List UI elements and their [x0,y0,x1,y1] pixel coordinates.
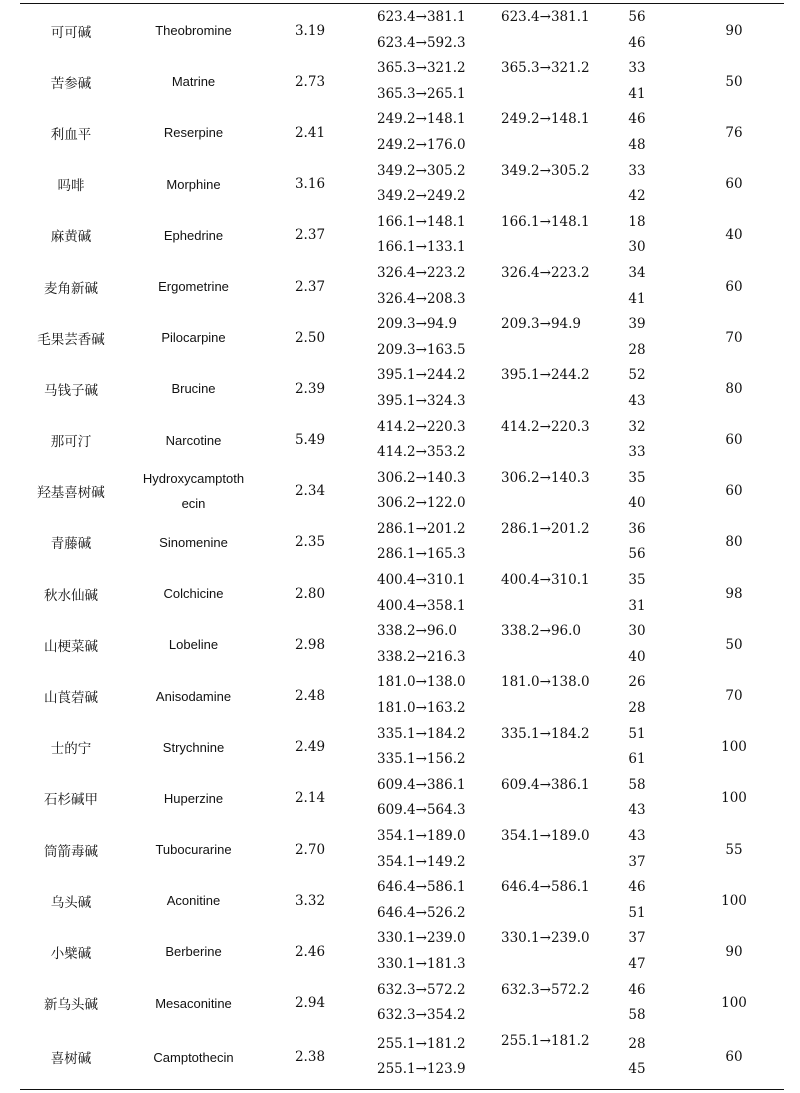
fragmentor-voltage: 76 [725,124,743,141]
retention-time: 3.19 [294,22,326,39]
compound-name-cn: 筒箭毒碱 [44,843,98,860]
compound-name-en-cell [122,773,265,824]
ion-pair: 400.4→358.1 [377,597,466,614]
quant-ion-cell [477,466,590,517]
collision-energy: 51 [628,725,646,742]
collision-energy-cell [590,517,684,568]
collision-energy: 37 [628,853,646,870]
collision-energy: 61 [628,751,646,768]
collision-energy-cell [590,926,684,977]
quant-ion-cell [477,978,590,1029]
compound-name-cn: 青藤碱 [50,536,92,553]
quant-ion-cell [477,670,590,721]
collision-energy: 40 [628,495,646,512]
quant-ion-pair: 349.2→305.2 [501,162,590,179]
compound-name-cn: 利血平 [50,126,92,143]
ion-pair: 249.2→148.1 [377,111,466,128]
ion-pair: 365.3→265.1 [377,85,466,102]
quant-ion-pair: 181.0→138.0 [501,674,590,691]
compound-name-cn: 新乌头碱 [44,997,98,1014]
quant-ion-cell [477,56,590,107]
collision-energy: 58 [628,1007,646,1024]
ion-pair: 286.1→201.2 [377,520,466,537]
fragmentor-voltage: 60 [725,278,743,295]
ion-pair: 623.4→592.3 [377,34,466,51]
compound-name-en-cell [122,517,265,568]
quant-ion-cell [477,568,590,619]
ion-pair: 646.4→526.2 [377,904,466,921]
compound-name-cn: 喜树碱 [50,1051,92,1068]
ion-pair-cell [355,56,477,107]
ion-pair: 306.2→140.3 [377,469,466,486]
compound-name-en: Huperzine [163,790,224,806]
collision-energy-cell [590,1029,684,1086]
collision-energy: 42 [628,188,646,205]
quant-ion-cell [477,312,590,363]
compound-name-en: Aconitine [166,893,221,909]
ion-pair: 395.1→324.3 [377,392,466,409]
quant-ion-cell [477,517,590,568]
collision-energy: 58 [628,776,646,793]
retention-time: 2.37 [294,278,326,295]
collision-energy-cell [590,875,684,926]
compound-name-en-cell [122,312,265,363]
retention-time: 2.94 [294,995,326,1012]
compound-name-en: Brucine [171,381,216,397]
table-row [20,824,784,875]
collision-energy: 18 [628,213,646,230]
collision-energy: 48 [628,136,646,153]
quant-ion-pair: 354.1→189.0 [501,828,590,844]
compound-name-en-cell [122,159,265,210]
table-row [20,466,784,517]
collision-energy: 30 [628,239,646,256]
collision-energy: 32 [628,418,646,435]
quant-ion-cell [477,415,590,466]
ion-pair-cell [355,261,477,312]
table-row [20,568,784,619]
ion-pair-cell [355,824,477,875]
quant-ion-pair: 335.1→184.2 [501,725,590,742]
compound-name-cn: 那可汀 [50,434,92,451]
ion-pair: 181.0→138.0 [377,674,466,691]
compound-name-cn: 麻黄碱 [50,229,92,246]
collision-energy: 51 [628,904,646,921]
compound-name-cn: 山莨菪碱 [44,690,98,707]
compound-name-cn: 秋水仙碱 [44,587,98,604]
ion-pair-cell [355,568,477,619]
collision-energy: 47 [628,955,646,972]
compound-name-en: Pilocarpine [161,330,226,346]
ion-pair: 249.2→176.0 [377,136,466,153]
collision-energy-cell [590,670,684,721]
quant-ion-pair: 209.3→94.9 [501,316,582,333]
fragmentor-voltage: 60 [725,432,743,449]
quant-ion-pair: 400.4→310.1 [501,572,590,589]
ion-pair: 335.1→184.2 [377,725,466,742]
retention-time: 2.98 [294,636,326,653]
quant-ion-cell [477,926,590,977]
collision-energy: 35 [628,469,646,486]
table-row [20,261,784,312]
compound-name-en-cell [122,670,265,721]
compound-name-en: Ergometrine [158,279,229,295]
ion-pair-cell [355,670,477,721]
fragmentor-voltage: 60 [725,1049,743,1066]
fragmentor-voltage: 70 [725,688,743,705]
fragmentor-voltage: 70 [725,329,743,346]
quant-ion-cell [477,363,590,414]
table-row [20,978,784,1029]
ion-pair: 354.1→149.2 [377,853,466,870]
collision-energy: 41 [628,85,646,102]
compound-name-en: Morphine [166,176,221,192]
quant-ion-cell [477,107,590,158]
ion-pair: 255.1→181.2 [377,1035,466,1052]
collision-energy-cell [590,5,684,56]
ion-pair-cell [355,722,477,773]
collision-energy-cell [590,56,684,107]
fragmentor-voltage: 40 [725,227,743,244]
collision-energy: 56 [628,546,646,563]
ion-pair: 209.3→163.5 [377,341,466,358]
retention-time: 2.35 [294,534,326,551]
compound-name-en: Colchicine [163,586,224,602]
collision-energy: 43 [628,392,646,409]
ion-pair: 330.1→181.3 [377,955,466,972]
ion-pair: 306.2→122.0 [377,495,466,512]
fragmentor-voltage: 100 [721,995,747,1012]
compound-name-cn: 石杉碱甲 [44,792,98,809]
collision-energy-cell [590,159,684,210]
collision-energy: 46 [628,879,646,896]
compound-name-en-cell [122,107,265,158]
compound-name-cn: 羟基喜树碱 [37,485,105,502]
quant-ion-pair: 338.2→96.0 [501,623,582,640]
ion-pair: 414.2→353.2 [377,444,466,461]
quant-ion-pair: 166.1→148.1 [501,213,590,230]
quant-ion-cell [477,619,590,670]
ion-pair: 338.2→216.3 [377,648,466,665]
collision-energy-cell [590,568,684,619]
fragmentor-voltage: 55 [725,841,743,858]
compound-name-cn: 山梗菜碱 [44,638,98,655]
ion-pair-cell [355,875,477,926]
collision-energy: 26 [628,674,646,691]
retention-time: 2.48 [294,688,326,705]
fragmentor-voltage: 100 [721,892,747,909]
quant-ion-pair: 249.2→148.1 [501,111,590,128]
compound-parameters-table [20,5,784,1086]
ion-pair: 365.3→321.2 [377,60,466,77]
collision-energy: 37 [628,930,646,947]
ion-pair-cell [355,312,477,363]
retention-time: 2.70 [294,841,326,858]
retention-time: 5.49 [294,432,326,449]
ion-pair: 209.3→94.9 [377,316,458,333]
collision-energy: 40 [628,648,646,665]
compound-name-en-cell [122,56,265,107]
quant-ion-pair: 255.1→181.2 [501,1032,590,1049]
fragmentor-voltage: 50 [725,636,743,653]
ion-pair: 400.4→310.1 [377,572,466,589]
collision-energy: 31 [628,597,646,614]
collision-energy-cell [590,363,684,414]
ion-pair: 338.2→96.0 [377,623,458,640]
ion-pair-cell [355,415,477,466]
compound-name-cn: 乌头碱 [50,894,92,911]
compound-name-en-cell [122,875,265,926]
quant-ion-pair: 623.4→381.1 [501,9,590,25]
compound-name-en-cell [122,978,265,1029]
ion-pair: 166.1→133.1 [377,239,466,256]
ion-pair-cell [355,517,477,568]
fragmentor-voltage: 90 [725,22,743,39]
compound-name-en: Reserpine [163,125,224,141]
ion-pair-cell [355,159,477,210]
ion-pair: 326.4→208.3 [377,290,466,307]
quant-ion-pair: 365.3→321.2 [501,60,590,77]
quant-ion-cell [477,824,590,875]
table-row [20,107,784,158]
collision-energy-cell [590,210,684,261]
collision-energy-cell [590,466,684,517]
collision-energy-cell [590,824,684,875]
retention-time: 2.80 [294,585,326,602]
collision-energy-cell [590,722,684,773]
ion-pair: 326.4→223.2 [377,264,466,281]
ion-pair: 414.2→220.3 [377,418,466,435]
collision-energy: 28 [628,341,646,358]
quant-ion-pair: 306.2→140.3 [501,469,590,486]
compound-name-cn: 吗啡 [57,178,85,195]
collision-energy: 46 [628,34,646,51]
retention-time: 2.50 [294,329,326,346]
ion-pair-cell [355,773,477,824]
ion-pair: 395.1→244.2 [377,367,466,384]
compound-name-cn: 麦角新碱 [44,280,98,297]
compound-name-en-cell [122,568,265,619]
ion-pair-cell [355,363,477,414]
retention-time: 2.14 [294,790,326,807]
compound-name-en-cell [122,415,265,466]
collision-energy: 39 [628,316,646,333]
quant-ion-cell [477,5,590,56]
table-row [20,312,784,363]
retention-time: 2.39 [294,380,326,397]
table-row [20,619,784,670]
ion-pair-cell [355,1029,477,1086]
ion-pair-cell [355,619,477,670]
collision-energy: 46 [628,981,646,998]
compound-name-en: Berberine [165,944,222,960]
compound-name-cn: 士的宁 [50,741,92,758]
compound-name-cn: 马钱子碱 [44,382,98,399]
collision-energy: 35 [628,572,646,589]
compound-name-en: Hydroxycamptothecin [142,471,245,512]
table-row [20,926,784,977]
retention-time: 2.46 [294,943,326,960]
quant-ion-pair: 286.1→201.2 [501,520,590,537]
quant-ion-pair: 646.4→586.1 [501,879,590,896]
compound-name-en: Ephedrine [163,227,224,243]
quant-ion-pair: 609.4→386.1 [501,776,590,793]
table-row [20,773,784,824]
compound-name-cn: 苦参碱 [50,75,92,92]
retention-time: 2.38 [294,1049,326,1066]
quant-ion-cell [477,773,590,824]
compound-name-en-cell [122,261,265,312]
compound-name-en: Camptothecin [153,1049,234,1065]
compound-name-cn: 可可碱 [50,24,92,41]
table-row [20,1029,784,1086]
retention-time: 3.32 [294,892,326,909]
retention-time: 2.34 [294,483,326,500]
quant-ion-pair: 326.4→223.2 [501,264,590,281]
collision-energy-cell [590,107,684,158]
table-body [20,5,784,1086]
collision-energy: 33 [628,60,646,77]
compound-name-en-cell [122,210,265,261]
compound-name-en: Narcotine [165,432,222,448]
quant-ion-cell [477,1029,590,1086]
quant-ion-cell [477,261,590,312]
collision-energy: 43 [628,828,646,844]
ion-pair-cell [355,978,477,1029]
fragmentor-voltage: 80 [725,534,743,551]
collision-energy: 33 [628,162,646,179]
fragmentor-voltage: 50 [725,73,743,90]
table-row [20,159,784,210]
compound-name-en-cell [122,363,265,414]
compound-name-en-cell [122,722,265,773]
compound-name-en-cell [122,466,265,517]
collision-energy: 34 [628,264,646,281]
retention-time: 2.73 [294,73,326,90]
compound-name-en: Sinomenine [159,534,228,550]
fragmentor-voltage: 100 [721,790,747,807]
ion-pair: 335.1→156.2 [377,751,466,768]
fragmentor-voltage: 60 [725,483,743,500]
collision-energy: 43 [628,802,646,819]
ion-pair: 632.3→354.2 [377,1007,466,1024]
compound-name-en: Theobromine [155,23,232,39]
collision-energy-cell [590,773,684,824]
table-bottom-rule [20,1089,784,1090]
ion-pair-cell [355,466,477,517]
table-row [20,363,784,414]
collision-energy-cell [590,261,684,312]
ion-pair: 646.4→586.1 [377,879,466,896]
collision-energy: 41 [628,290,646,307]
quant-ion-pair: 395.1→244.2 [501,367,590,384]
retention-time: 2.37 [294,227,326,244]
ion-pair: 349.2→305.2 [377,162,466,179]
compound-name-en-cell [122,824,265,875]
table-row [20,517,784,568]
compound-name-en: Lobeline [168,637,219,653]
compound-name-en-cell [122,926,265,977]
ion-pair-cell [355,926,477,977]
table-row [20,722,784,773]
retention-time: 2.49 [294,739,326,756]
fragmentor-voltage: 98 [725,585,743,602]
retention-time: 3.16 [294,176,326,193]
collision-energy: 45 [628,1061,646,1078]
table-row [20,875,784,926]
fragmentor-voltage: 80 [725,380,743,397]
collision-energy-cell [590,619,684,670]
collision-energy-cell [590,978,684,1029]
compound-name-cn: 毛果芸香碱 [37,331,105,348]
quant-ion-pair: 632.3→572.2 [501,981,590,998]
compound-name-en-cell [122,619,265,670]
collision-energy-cell [590,415,684,466]
collision-energy: 52 [628,367,646,384]
ion-pair: 166.1→148.1 [377,213,466,230]
table-row [20,670,784,721]
compound-name-en: Matrine [171,74,216,90]
ion-pair-cell [355,210,477,261]
quant-ion-cell [477,722,590,773]
fragmentor-voltage: 100 [721,739,747,756]
table-row [20,415,784,466]
collision-energy: 33 [628,444,646,461]
ion-pair-cell [355,107,477,158]
quant-ion-cell [477,875,590,926]
fragmentor-voltage: 90 [725,943,743,960]
ion-pair: 632.3→572.2 [377,981,466,998]
collision-energy: 56 [628,9,646,25]
collision-energy: 30 [628,623,646,640]
quant-ion-pair: 414.2→220.3 [501,418,590,435]
ion-pair-cell [355,5,477,56]
ion-pair: 609.4→386.1 [377,776,466,793]
table-row [20,56,784,107]
collision-energy-cell [590,312,684,363]
ion-pair: 286.1→165.3 [377,546,466,563]
collision-energy: 28 [628,700,646,717]
ion-pair: 181.0→163.2 [377,700,466,717]
compound-name-en-cell [122,5,265,56]
compound-name-en: Tubocurarine [155,842,232,858]
collision-energy: 28 [628,1035,646,1052]
ion-pair: 609.4→564.3 [377,802,466,819]
table-row [20,210,784,261]
compound-name-en: Mesaconitine [155,995,232,1011]
ion-pair: 349.2→249.2 [377,188,466,205]
retention-time: 2.41 [294,124,326,141]
quant-ion-cell [477,210,590,261]
fragmentor-voltage: 60 [725,176,743,193]
ion-pair: 330.1→239.0 [377,930,466,947]
table-row [20,5,784,56]
compound-name-en-cell [122,1029,265,1086]
compound-name-en: Anisodamine [155,688,232,704]
ion-pair: 255.1→123.9 [377,1061,466,1078]
ion-pair: 354.1→189.0 [377,828,466,844]
compound-name-cn: 小檗碱 [50,945,92,962]
quant-ion-pair: 330.1→239.0 [501,930,590,947]
collision-energy: 46 [628,111,646,128]
quant-ion-cell [477,159,590,210]
ion-pair: 623.4→381.1 [377,9,466,25]
compound-name-en: Strychnine [162,739,225,755]
collision-energy: 36 [628,520,646,537]
